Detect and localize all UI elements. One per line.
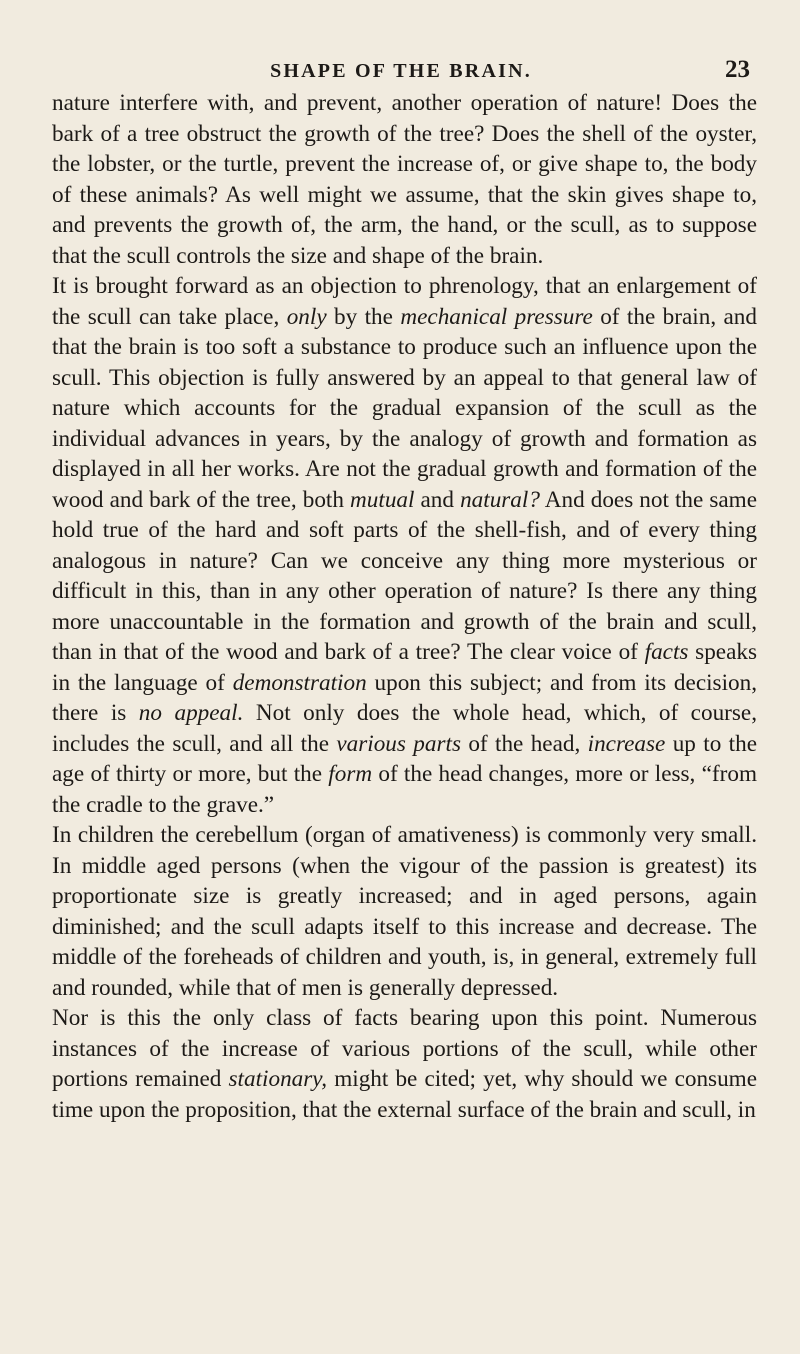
- text-run: nature interfere with, and prevent, another operation of nature! Does the bark of a tree obstruct the growth of the tree? Does the shell of the oyster, the lobster, or the turtle, prevent the increase of, or give shape to, the body of these animals? As well might we assume, that the skin gives shape to, and prevents the growth of, the arm, the hand, or the scull, as to suppose that the scull controls the size and shape of the brain.: [52, 90, 757, 269]
- italic-phrase: mechanical pressure: [400, 303, 593, 330]
- text-run: of the head,: [460, 730, 588, 757]
- italic-phrase: facts: [644, 639, 689, 665]
- paragraph-3: [52, 820, 757, 1003]
- italic-phrase: mutual: [350, 486, 415, 513]
- text-run: In children the cerebellum (organ of amativeness) is commonly very small. In middle aged persons (when the vigour of the passion is greatest) its proportionate size is greatly increased; and in aged persons, again diminished; and the scull adapts itself to this increase and decrease. The middle of the foreheads of children and youth, is, in general, extremely full and rounded, while that of men is generally depressed.: [52, 822, 757, 1001]
- text-run: by the: [326, 303, 401, 330]
- italic-phrase: form: [328, 761, 373, 787]
- paragraph-2: [52, 271, 757, 820]
- italic-phrase: natural?: [460, 486, 540, 513]
- text-run: speaks in the language of: [52, 639, 758, 696]
- paragraph-1: [52, 88, 757, 271]
- page-number: 23: [725, 56, 750, 83]
- text-run: up to the age of thirty or more, but the: [52, 730, 757, 787]
- italic-phrase: demonstration: [232, 669, 367, 696]
- text-run: Nor is this the only class of facts bearing upon this point. Numerous instances of the increase of various portions of the scull, while other portions remained: [52, 1005, 757, 1092]
- body-text: [52, 88, 757, 1125]
- text-run: It is brought forward as an objection to phrenology, that an enlargement of the scull can take place,: [52, 273, 757, 330]
- italic-phrase: various parts: [336, 730, 461, 757]
- paragraph-4: [52, 1003, 757, 1125]
- text-run: upon this subject; and from its decision, there is: [52, 669, 757, 726]
- text-run: and: [414, 486, 461, 513]
- text-run: of the head changes, more or less, “from the cradle to the grave.”: [52, 761, 757, 818]
- italic-phrase: no appeal.: [138, 700, 244, 726]
- text-run: might be cited; yet, why should we consume time upon the proposition, that the external surface of the brain and scull, in: [52, 1066, 757, 1123]
- running-head: [52, 52, 750, 92]
- italic-phrase: only: [286, 303, 327, 330]
- italic-phrase: stationary,: [228, 1066, 328, 1092]
- text-run: And does not the same hold true of the hard and soft parts of the shell-fish, and of every thing analogous in nature? Can we conceive any thing more mysterious or difficult in this, than in any other operation of nature? Is there any thing more unaccountable in the formation and growth of the brain and scull, than in that of the wood and bark of a tree? The clear voice of: [52, 486, 757, 665]
- text-run: Not only does the whole head, which, of course, includes the scull, and all the: [52, 700, 757, 757]
- running-head-title: SHAPE OF THE BRAIN.: [270, 60, 532, 82]
- italic-phrase: increase: [587, 730, 666, 757]
- text-run: of the brain, and that the brain is too soft a substance to produce such an influence upon the scull. This objection is fully answered by an appeal to that general law of nature which accounts for the gradual expansion of the scull as the individual advances in years, by the analogy of growth and formation as displayed in all her works. Are not the gradual growth and formation of the wood and bark of the tree, both: [52, 303, 757, 513]
